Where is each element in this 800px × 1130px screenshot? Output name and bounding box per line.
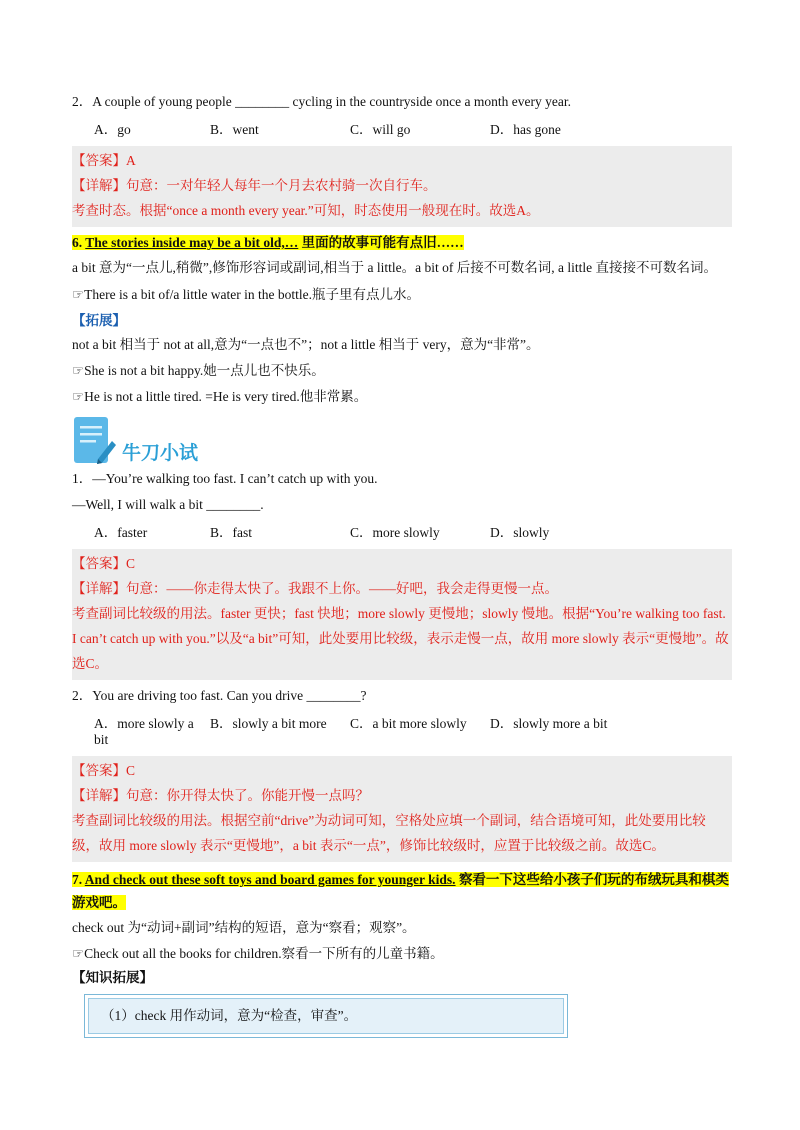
option-b: B．went <box>210 122 259 137</box>
detail-line: 【详解】句意：——你走得太快了。我跟不上你。——好吧，我会走得更慢一点。 <box>72 581 558 596</box>
question-2-options <box>72 118 732 138</box>
explanation-text: check out 为“动词+副词”结构的短语，意为“察看；观察”。 <box>72 920 416 935</box>
detail-line: 考查副词比较级的用法。根据空前“drive”为动词可知，空格处应填一个副词，结合语境可知，此处要用比较级，故用 more slowly 表示“更慢地”，a bit 表示“一点”，修饰比较级时，应置于比较级之前。故选C。 <box>72 813 706 853</box>
option-d: D．has gone <box>490 122 561 137</box>
quiz-header <box>72 413 732 467</box>
quiz-q1-line1: 1．—You’re walking too fast. I can’t catch up with you. <box>72 471 378 486</box>
expand-label: 【拓展】 <box>72 313 126 328</box>
notebook-pencil-icon <box>72 415 116 467</box>
answer-label: 【答案】C <box>72 763 136 778</box>
quiz-q1-line2: —Well, I will walk a bit ________. <box>72 497 264 512</box>
option-d: D．slowly <box>490 525 550 540</box>
detail-line: 【详解】句意：一对年轻人每年一个月去农村骑一次自行车。 <box>72 178 437 193</box>
point-6-heading <box>72 233 732 253</box>
answer-block <box>72 146 732 227</box>
knowledge-box-text: （1）check 用作动词，意为“检查，审查”。 <box>88 998 564 1034</box>
point-number: 7. <box>72 872 83 887</box>
question-2-text: 2．A couple of young people ________ cycling in the countryside once a month every year. <box>72 94 571 109</box>
option-c: C．will go <box>350 122 411 137</box>
quiz-q2-line1: 2．You are driving too fast. Can you drive ________? <box>72 688 367 703</box>
point-chinese: 察看一下这些给小孩子们玩的布绒玩具和棋类游戏吧。 <box>72 872 729 910</box>
example-sentence: ☞There is a bit of/a little water in the bottle.瓶子里有点儿水。 <box>72 287 421 302</box>
option-a: A．more slowly a bit <box>94 716 194 747</box>
example-sentence: ☞He is not a little tired. =He is very tired.他非常累。 <box>72 389 368 404</box>
point-7-heading <box>72 868 732 914</box>
answer-block <box>72 549 732 680</box>
knowledge-expand-label: 【知识拓展】 <box>72 970 153 985</box>
quiz-title: 牛刀小试 <box>122 443 199 464</box>
point-english: And check out these soft toys and board games for younger kids. <box>84 872 456 887</box>
option-c: C．more slowly <box>350 525 440 540</box>
option-c: C．a bit more slowly <box>350 716 467 731</box>
option-d: D．slowly more a bit <box>490 716 608 731</box>
option-a: A．faster <box>94 525 148 540</box>
answer-block <box>72 756 732 862</box>
detail-line: 【详解】句意：你开得太快了。你能开慢一点吗？ <box>72 788 369 803</box>
option-a: A．go <box>94 122 131 137</box>
option-b: B．fast <box>210 525 252 540</box>
option-b: B．slowly a bit more <box>210 716 327 731</box>
expand-text: not a bit 相当于 not at all,意为“一点也不”；not a little 相当于 very，意为“非常”。 <box>72 337 540 352</box>
explanation-text: a bit 意为“一点儿,稍微”,修饰形容词或副词,相当于 a little。a bit of 后接不可数名词, a little 直接接不可数名词。 <box>72 260 717 275</box>
answer-label: 【答案】C <box>72 556 136 571</box>
point-english: The stories inside may be a bit old,… <box>85 235 299 250</box>
quiz-q2-options <box>72 712 732 748</box>
knowledge-box <box>84 994 568 1038</box>
document-page <box>72 92 732 1038</box>
answer-label: 【答案】A <box>72 153 136 168</box>
point-chinese: 里面的故事可能有点旧…… <box>301 235 464 250</box>
detail-line: 考查副词比较级的用法。faster 更快；fast 快地；more slowly 更慢地；slowly 慢地。根据“You’re walking too fast. I can’t catch up with you.”以及“a bit”可知，此处要用比较级，表示走慢一点，故用 more slowly 表示“更慢地”。故选C。 <box>72 606 729 671</box>
point-number: 6. <box>72 235 83 250</box>
example-sentence: ☞Check out all the books for children.察看一下所有的儿童书籍。 <box>72 946 444 961</box>
quiz-q1-options <box>72 521 732 541</box>
example-sentence: ☞She is not a bit happy.她一点儿也不快乐。 <box>72 363 325 378</box>
detail-line: 考查时态。根据“once a month every year.”可知，时态使用一般现在时。故选A。 <box>72 203 540 218</box>
